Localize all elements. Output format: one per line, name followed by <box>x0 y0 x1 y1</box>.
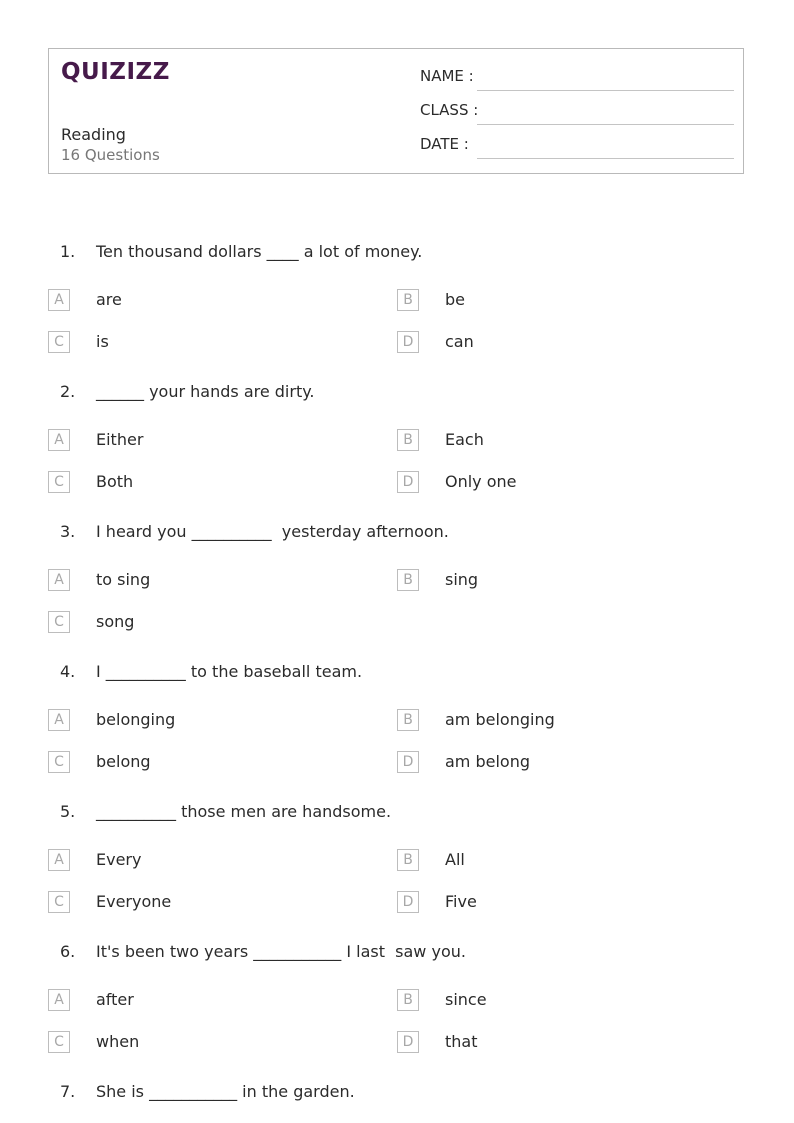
option-letter: D <box>397 471 419 493</box>
option-text: Each <box>445 430 484 449</box>
option-letter: C <box>48 471 70 493</box>
option-1d[interactable] <box>397 331 697 355</box>
option-letter: C <box>48 1031 70 1053</box>
option-2a[interactable] <box>48 429 348 453</box>
option-text: Five <box>445 892 477 911</box>
option-text: after <box>96 990 134 1009</box>
option-letter: D <box>397 891 419 913</box>
date-label: DATE : <box>420 135 469 153</box>
option-4a[interactable] <box>48 709 348 733</box>
option-4c[interactable] <box>48 751 348 775</box>
option-2d[interactable] <box>397 471 697 495</box>
question-text: Ten thousand dollars ____ a lot of money. <box>96 242 423 261</box>
option-text: song <box>96 612 135 631</box>
option-text: is <box>96 332 109 351</box>
question-count: 16 Questions <box>61 146 160 164</box>
question-number: 2. <box>60 382 76 401</box>
option-letter: B <box>397 429 419 451</box>
option-text: sing <box>445 570 479 589</box>
question-7 <box>0 1082 794 1106</box>
option-text: Either <box>96 430 144 449</box>
option-text: are <box>96 290 122 309</box>
question-text: I heard you __________ yesterday afternoon. <box>96 522 449 541</box>
option-5a[interactable] <box>48 849 348 873</box>
option-4b[interactable] <box>397 709 697 733</box>
option-text: to sing <box>96 570 151 589</box>
option-letter: A <box>48 289 70 311</box>
option-3b[interactable] <box>397 569 697 593</box>
option-6c[interactable] <box>48 1031 348 1055</box>
option-5b[interactable] <box>397 849 697 873</box>
option-letter: C <box>48 611 70 633</box>
question-text: She is ___________ in the garden. <box>96 1082 355 1101</box>
option-letter: B <box>397 989 419 1011</box>
option-6b[interactable] <box>397 989 697 1013</box>
option-2b[interactable] <box>397 429 697 453</box>
option-text: since <box>445 990 487 1009</box>
option-text: belonging <box>96 710 176 729</box>
class-field[interactable] <box>420 101 734 125</box>
question-text: It's been two years ___________ I last saw you. <box>96 942 466 961</box>
option-letter: A <box>48 569 70 591</box>
question-1 <box>0 242 794 266</box>
option-letter: A <box>48 849 70 871</box>
option-1b[interactable] <box>397 289 697 313</box>
option-3a[interactable] <box>48 569 348 593</box>
option-3c[interactable] <box>48 611 348 635</box>
option-letter: D <box>397 751 419 773</box>
option-letter: B <box>397 569 419 591</box>
option-text: am belong <box>445 752 531 771</box>
question-number: 7. <box>60 1082 76 1101</box>
question-text: __________ those men are handsome. <box>96 802 392 821</box>
question-number: 6. <box>60 942 76 961</box>
option-4d[interactable] <box>397 751 697 775</box>
date-line[interactable] <box>477 158 734 159</box>
question-text: I __________ to the baseball team. <box>96 662 363 681</box>
class-label: CLASS : <box>420 101 479 119</box>
option-letter: A <box>48 709 70 731</box>
option-5d[interactable] <box>397 891 697 915</box>
question-4 <box>0 662 794 686</box>
option-letter: B <box>397 289 419 311</box>
question-2 <box>0 382 794 406</box>
question-text: ______ your hands are dirty. <box>96 382 315 401</box>
worksheet-header <box>48 48 744 174</box>
option-text: Every <box>96 850 142 869</box>
name-label: NAME : <box>420 67 474 85</box>
question-5 <box>0 802 794 826</box>
option-letter: C <box>48 891 70 913</box>
date-field[interactable] <box>420 135 734 159</box>
option-text: am belonging <box>445 710 555 729</box>
option-text: All <box>445 850 465 869</box>
name-field[interactable] <box>420 67 734 91</box>
option-5c[interactable] <box>48 891 348 915</box>
question-3 <box>0 522 794 546</box>
quizizz-logo: QUIZIZZ <box>61 59 170 85</box>
question-number: 4. <box>60 662 76 681</box>
option-6a[interactable] <box>48 989 348 1013</box>
option-text: can <box>445 332 474 351</box>
option-text: when <box>96 1032 140 1051</box>
option-6d[interactable] <box>397 1031 697 1055</box>
option-letter: C <box>48 331 70 353</box>
question-6 <box>0 942 794 966</box>
option-text: Everyone <box>96 892 172 911</box>
option-text: be <box>445 290 465 309</box>
name-line[interactable] <box>477 90 734 91</box>
option-letter: D <box>397 331 419 353</box>
option-1c[interactable] <box>48 331 348 355</box>
option-letter: A <box>48 989 70 1011</box>
question-number: 5. <box>60 802 76 821</box>
class-line[interactable] <box>477 124 734 125</box>
option-letter: B <box>397 709 419 731</box>
option-letter: B <box>397 849 419 871</box>
option-letter: C <box>48 751 70 773</box>
option-2c[interactable] <box>48 471 348 495</box>
option-text: Only one <box>445 472 517 491</box>
worksheet-title: Reading <box>61 125 126 144</box>
question-number: 1. <box>60 242 76 261</box>
option-text: belong <box>96 752 151 771</box>
option-1a[interactable] <box>48 289 348 313</box>
option-text: Both <box>96 472 134 491</box>
option-text: that <box>445 1032 478 1051</box>
option-letter: A <box>48 429 70 451</box>
option-letter: D <box>397 1031 419 1053</box>
question-number: 3. <box>60 522 76 541</box>
